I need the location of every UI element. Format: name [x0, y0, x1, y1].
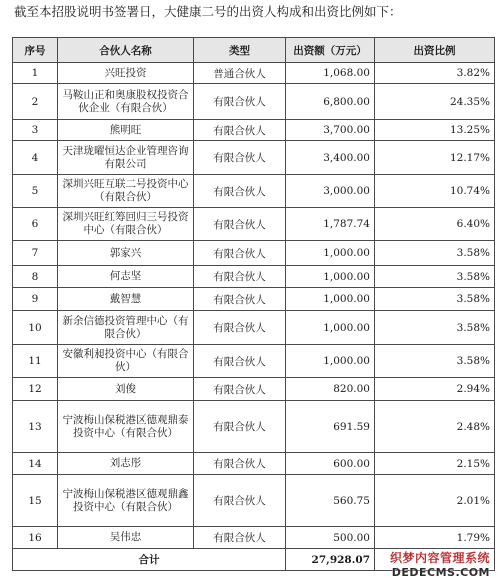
- table-row: [13, 288, 495, 311]
- row-ratio: 24.35%: [375, 84, 495, 120]
- row-no: 15: [13, 475, 58, 527]
- row-amount: 1,000.00: [286, 241, 375, 266]
- table-row: [13, 311, 495, 345]
- row-type: 有限合伙人: [194, 527, 286, 549]
- row-ratio: 2.94%: [375, 378, 495, 401]
- total-label: 合计: [13, 549, 286, 571]
- row-type: 有限合伙人: [194, 311, 286, 345]
- table-row: [13, 63, 495, 84]
- row-ratio: 3.58%: [375, 311, 495, 345]
- row-ratio: 3.58%: [375, 241, 495, 266]
- row-type: 有限合伙人: [194, 345, 286, 378]
- row-amount: 1,787.74: [286, 208, 375, 241]
- row-type: 有限合伙人: [194, 120, 286, 141]
- row-no: 5: [13, 175, 58, 208]
- row-ratio: 6.40%: [375, 208, 495, 241]
- row-partner-name: 天津珑曜恒达企业管理咨询有限公司: [58, 141, 194, 175]
- row-no: 13: [13, 401, 58, 453]
- total-amount: 27,928.07: [286, 549, 375, 571]
- row-type: 有限合伙人: [194, 175, 286, 208]
- row-partner-name: 刘俊: [58, 378, 194, 401]
- total-ratio: [375, 549, 495, 571]
- row-partner-name: 郭家兴: [58, 241, 194, 266]
- row-partner-name: 何志坚: [58, 266, 194, 288]
- header-type: 类型: [194, 38, 286, 63]
- row-partner-name: 新余信德投资管理中心（有限合伙）: [58, 311, 194, 345]
- row-ratio: 3.58%: [375, 345, 495, 378]
- row-no: 3: [13, 120, 58, 141]
- row-type: 普通合伙人: [194, 63, 286, 84]
- table-row: [13, 401, 495, 453]
- table-header-row: [13, 38, 495, 63]
- row-type: 有限合伙人: [194, 241, 286, 266]
- row-ratio: 3.58%: [375, 288, 495, 311]
- row-amount: 1,068.00: [286, 63, 375, 84]
- row-amount: 600.00: [286, 453, 375, 475]
- header-partner-name: 合伙人名称: [58, 38, 194, 63]
- row-no: 10: [13, 311, 58, 345]
- row-partner-name: 吴伟忠: [58, 527, 194, 549]
- table-row: [13, 266, 495, 288]
- row-amount: 820.00: [286, 378, 375, 401]
- table-row: [13, 120, 495, 141]
- row-amount: 1,000.00: [286, 345, 375, 378]
- row-partner-name: 马鞍山正和奥康股权投资合伙企业（有限合伙）: [58, 84, 194, 120]
- row-amount: 500.00: [286, 527, 375, 549]
- table-row: [13, 527, 495, 549]
- row-amount: 691.59: [286, 401, 375, 453]
- row-no: 12: [13, 378, 58, 401]
- row-ratio: 10.74%: [375, 175, 495, 208]
- watermark-line2: DEDECMS.COM: [391, 566, 490, 579]
- row-partner-name: 戴智慧: [58, 288, 194, 311]
- watermark-line1: 织梦内容管理系统: [389, 551, 490, 565]
- row-amount: 3,700.00: [286, 120, 375, 141]
- row-no: 11: [13, 345, 58, 378]
- table-row: [13, 141, 495, 175]
- row-partner-name: 刘志彤: [58, 453, 194, 475]
- row-amount: 1,000.00: [286, 311, 375, 345]
- row-ratio: 2.15%: [375, 453, 495, 475]
- row-partner-name: 安徽利昶投资中心（有限合伙）: [58, 345, 194, 378]
- row-no: 9: [13, 288, 58, 311]
- row-partner-name: 熊明旺: [58, 120, 194, 141]
- total-row: [13, 549, 495, 571]
- row-partner-name: 深圳兴旺红筹回归三号投资中心（有限合伙）: [58, 208, 194, 241]
- row-partner-name: 深圳兴旺互联二号投资中心（有限合伙）: [58, 175, 194, 208]
- row-no: 1: [13, 63, 58, 84]
- row-no: 2: [13, 84, 58, 120]
- row-ratio: 12.17%: [375, 141, 495, 175]
- table-body: [13, 63, 495, 549]
- table-row: [13, 208, 495, 241]
- table-row: [13, 84, 495, 120]
- row-amount: 3,000.00: [286, 175, 375, 208]
- table-row: [13, 345, 495, 378]
- row-ratio: 2.01%: [375, 475, 495, 527]
- shareholder-table: [12, 37, 495, 571]
- row-type: 有限合伙人: [194, 266, 286, 288]
- row-type: 有限合伙人: [194, 288, 286, 311]
- row-ratio: 3.58%: [375, 266, 495, 288]
- row-no: 14: [13, 453, 58, 475]
- row-no: 7: [13, 241, 58, 266]
- row-amount: 3,400.00: [286, 141, 375, 175]
- row-ratio: 1.79%: [375, 527, 495, 549]
- table-row: [13, 475, 495, 527]
- header-no: 序号: [13, 38, 58, 63]
- row-no: 16: [13, 527, 58, 549]
- table-row: [13, 241, 495, 266]
- row-type: 有限合伙人: [194, 208, 286, 241]
- row-amount: 1,000.00: [286, 288, 375, 311]
- row-type: 有限合伙人: [194, 475, 286, 527]
- row-amount: 560.75: [286, 475, 375, 527]
- table-row: [13, 378, 495, 401]
- row-ratio: 13.25%: [375, 120, 495, 141]
- row-no: 6: [13, 208, 58, 241]
- table-row: [13, 453, 495, 475]
- row-type: 有限合伙人: [194, 84, 286, 120]
- row-partner-name: 宁波梅山保税港区德观鼎泰投资中心（有限合伙）: [58, 401, 194, 453]
- row-type: 有限合伙人: [194, 141, 286, 175]
- row-type: 有限合伙人: [194, 401, 286, 453]
- row-type: 有限合伙人: [194, 453, 286, 475]
- row-ratio: 3.82%: [375, 63, 495, 84]
- intro-paragraph: 截至本招股说明书签署日，大健康二号的出资人构成和出资比例如下：: [14, 4, 402, 19]
- row-no: 8: [13, 266, 58, 288]
- header-amount: 出资额（万元）: [286, 38, 375, 63]
- row-no: 4: [13, 141, 58, 175]
- row-amount: 6,800.00: [286, 84, 375, 120]
- row-partner-name: 宁波梅山保税港区德观鼎鑫投资中心（有限合伙）: [58, 475, 194, 527]
- table-row: [13, 175, 495, 208]
- header-ratio: 出资比例: [375, 38, 495, 63]
- row-amount: 1,000.00: [286, 266, 375, 288]
- row-type: 有限合伙人: [194, 378, 286, 401]
- row-ratio: 2.48%: [375, 401, 495, 453]
- row-partner-name: 兴旺投资: [58, 63, 194, 84]
